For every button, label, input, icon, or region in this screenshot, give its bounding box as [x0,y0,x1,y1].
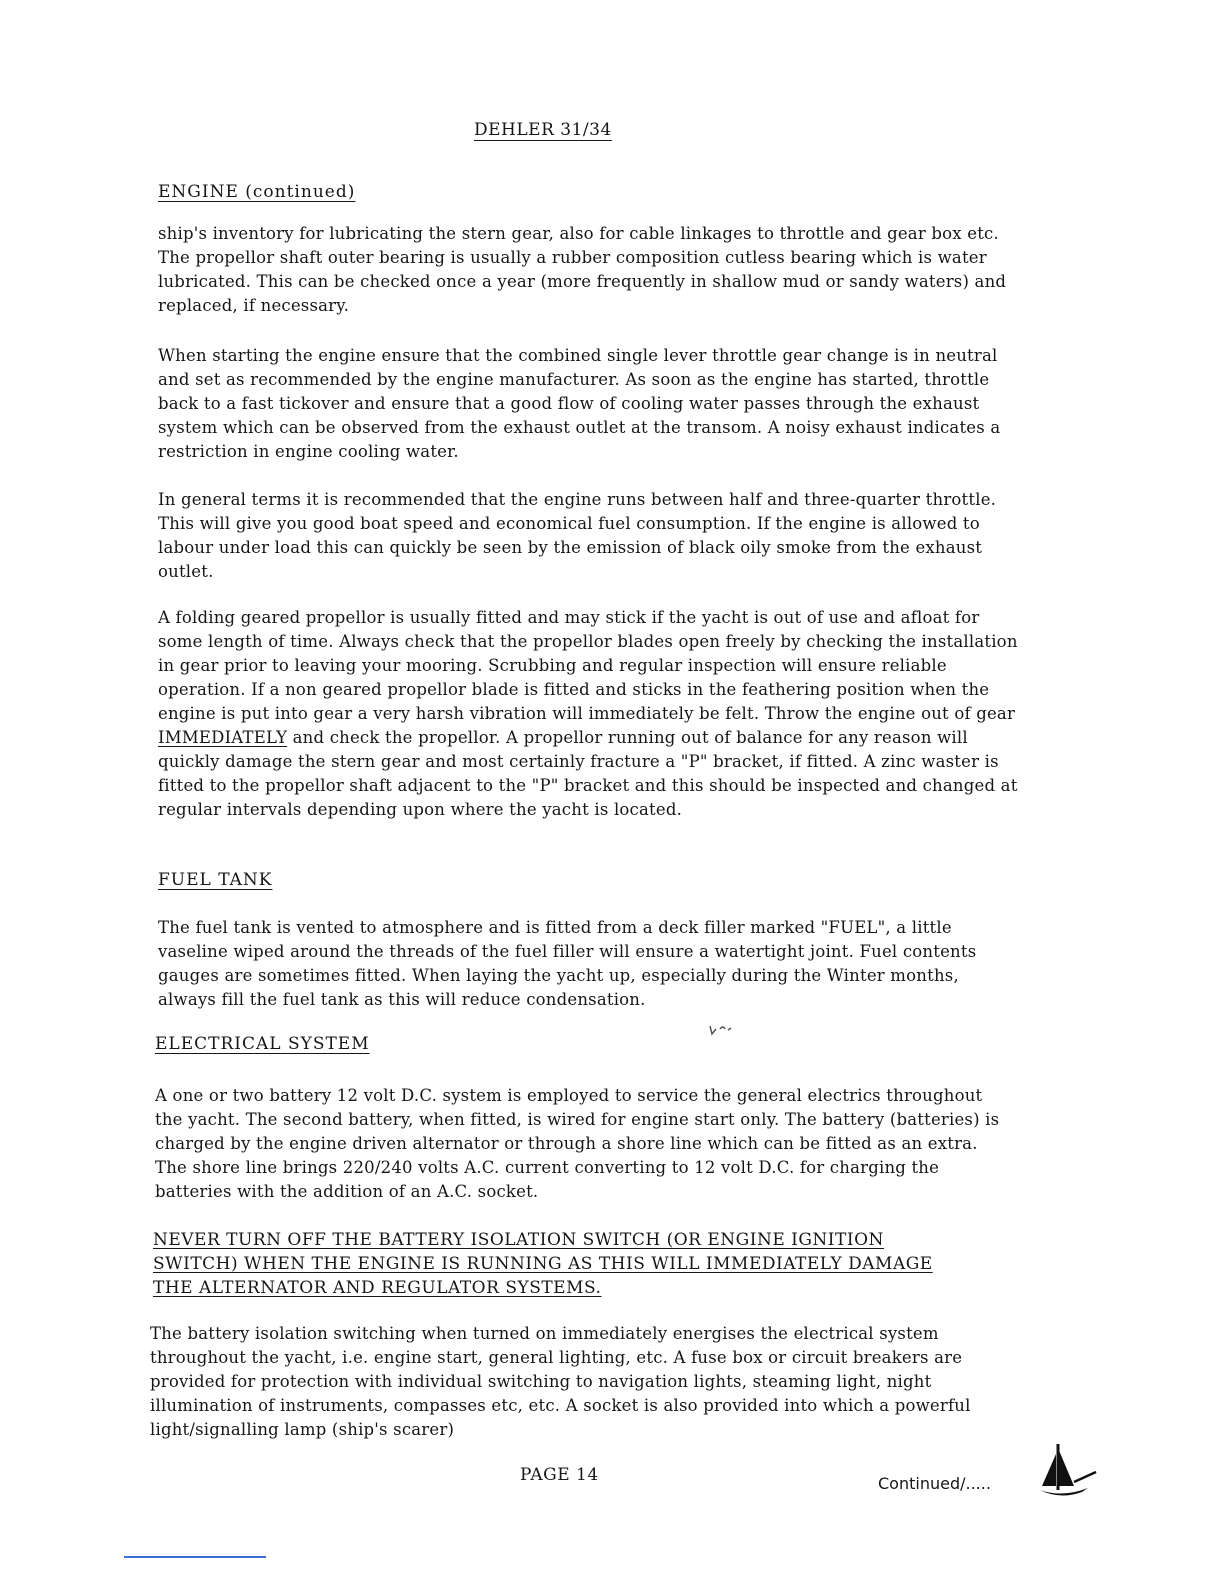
engine-paragraph-1-text: ship's inventory for lubricating the stern gear, also for cable linkages to throttle and gear box etc. The propellor shaft outer bearing is usually a rubber composition cutless bearing which is water lubricated. This can be checked once a year (more frequently in shallow mud or sandy waters) and replaced, if necessary. [158,224,1007,315]
engine-heading: ENGINE (continued) [158,182,356,202]
engine-paragraph-4-text [158,606,1018,822]
immediately-emphasis: IMMEDIATELY [158,728,288,747]
document-title: DEHLER 31/34 [474,120,612,140]
page-number: PAGE 14 [520,1465,599,1485]
engine-paragraph-3-text: In general terms it is recommended that the engine runs between half and three-quarter throttle. This will give you good boat speed and economical fuel consumption. If the engine is allowed to labour under load this can quickly be seen by the emission of black oily smoke from the exhaust outlet. [158,490,997,581]
engine-paragraph-2-text: When starting the engine ensure that the combined single lever throttle gear change is in neutral and set as recommended by the engine manufacturer. As soon as the engine has started, throttle back to a fast tickover and ensure that a good flow of cooling water passes through the exhaust system which can be observed from the exhaust outlet at the transom. A noisy exhaust indicates a restriction in engine cooling water. [158,346,1001,461]
electrical-system-paragraph-1 [155,1084,1015,1204]
engine-paragraph-1 [158,222,1018,318]
engine-paragraph-3 [158,488,1018,584]
electrical-system-paragraph-2 [150,1322,980,1442]
fuel-tank-paragraph-text: The fuel tank is vented to atmosphere and is fitted from a deck filler marked "FUEL", a little vaseline wiped around the threads of the fuel filler will ensure a watertight joint. Fuel contents gauges are sometimes fitted. When laying the yacht up, especially during the Winter months, always fill the fuel tank as this will reduce condensation. [158,918,977,1009]
scan-mark-icon [706,1020,736,1040]
electrical-system-paragraph-2-text: The battery isolation switching when turned on immediately energises the electrical system throughout the yacht, i.e. engine start, general lighting, etc. A fuse box or circuit breakers are provided for protection with individual switching to navigation lights, steaming light, night illumination of instruments, compasses etc, etc. A socket is also provided into which a powerful light/signalling lamp (ship's scarer) [150,1324,971,1439]
electrical-system-paragraph-1-text: A one or two battery 12 volt D.C. system is employed to service the general electrics throughout the yacht. The second battery, when fitted, is wired for engine start only. The battery (batteries) is charged by the engine driven alternator or through a shore line which can be fitted as an extra. The shore line brings 220/240 volts A.C. current converting to 12 volt D.C. for charging the batteries with the addition of an A.C. socket. [155,1086,1000,1201]
battery-warning: NEVER TURN OFF THE BATTERY ISOLATION SWITCH (OR ENGINE IGNITION SWITCH) WHEN THE ENGINE IS RUNNING AS THIS WILL IMMEDIATELY DAMAGE THE ALTERNATOR AND REGULATOR SYSTEMS. [153,1230,933,1298]
fuel-tank-paragraph [158,916,1018,1012]
footer-rule [124,1556,266,1558]
yacht-logo-icon [1038,1440,1100,1500]
engine-paragraph-4-part-1: A folding geared propellor is usually fitted and may stick if the yacht is out of use and afloat for some length of time. Always check that the propellor blades open freely by checking the installation in gear prior to leaving your mooring. Scrubbing and regular inspection will ensure reliable operation. If a non geared propellor blade is fitted and sticks in the feathering position when the engine is put into gear a very harsh vibration will immediately be felt. Throw the engine out of gear [158,608,1018,723]
fuel-tank-heading: FUEL TANK [158,870,273,890]
engine-paragraph-4 [158,606,1018,822]
electrical-system-heading: ELECTRICAL SYSTEM [155,1034,370,1054]
continued-label: Continued/..... [878,1474,991,1493]
engine-paragraph-2 [158,344,1018,464]
engine-paragraph-4-part-2: and check the propellor. A propellor running out of balance for any reason will quickly damage the stern gear and most certainly fracture a "P" bracket, if fitted. A zinc waster is fitted to the propellor shaft adjacent to the "P" bracket and this should be inspected and changed at regular intervals depending upon where the yacht is located. [158,728,1018,819]
